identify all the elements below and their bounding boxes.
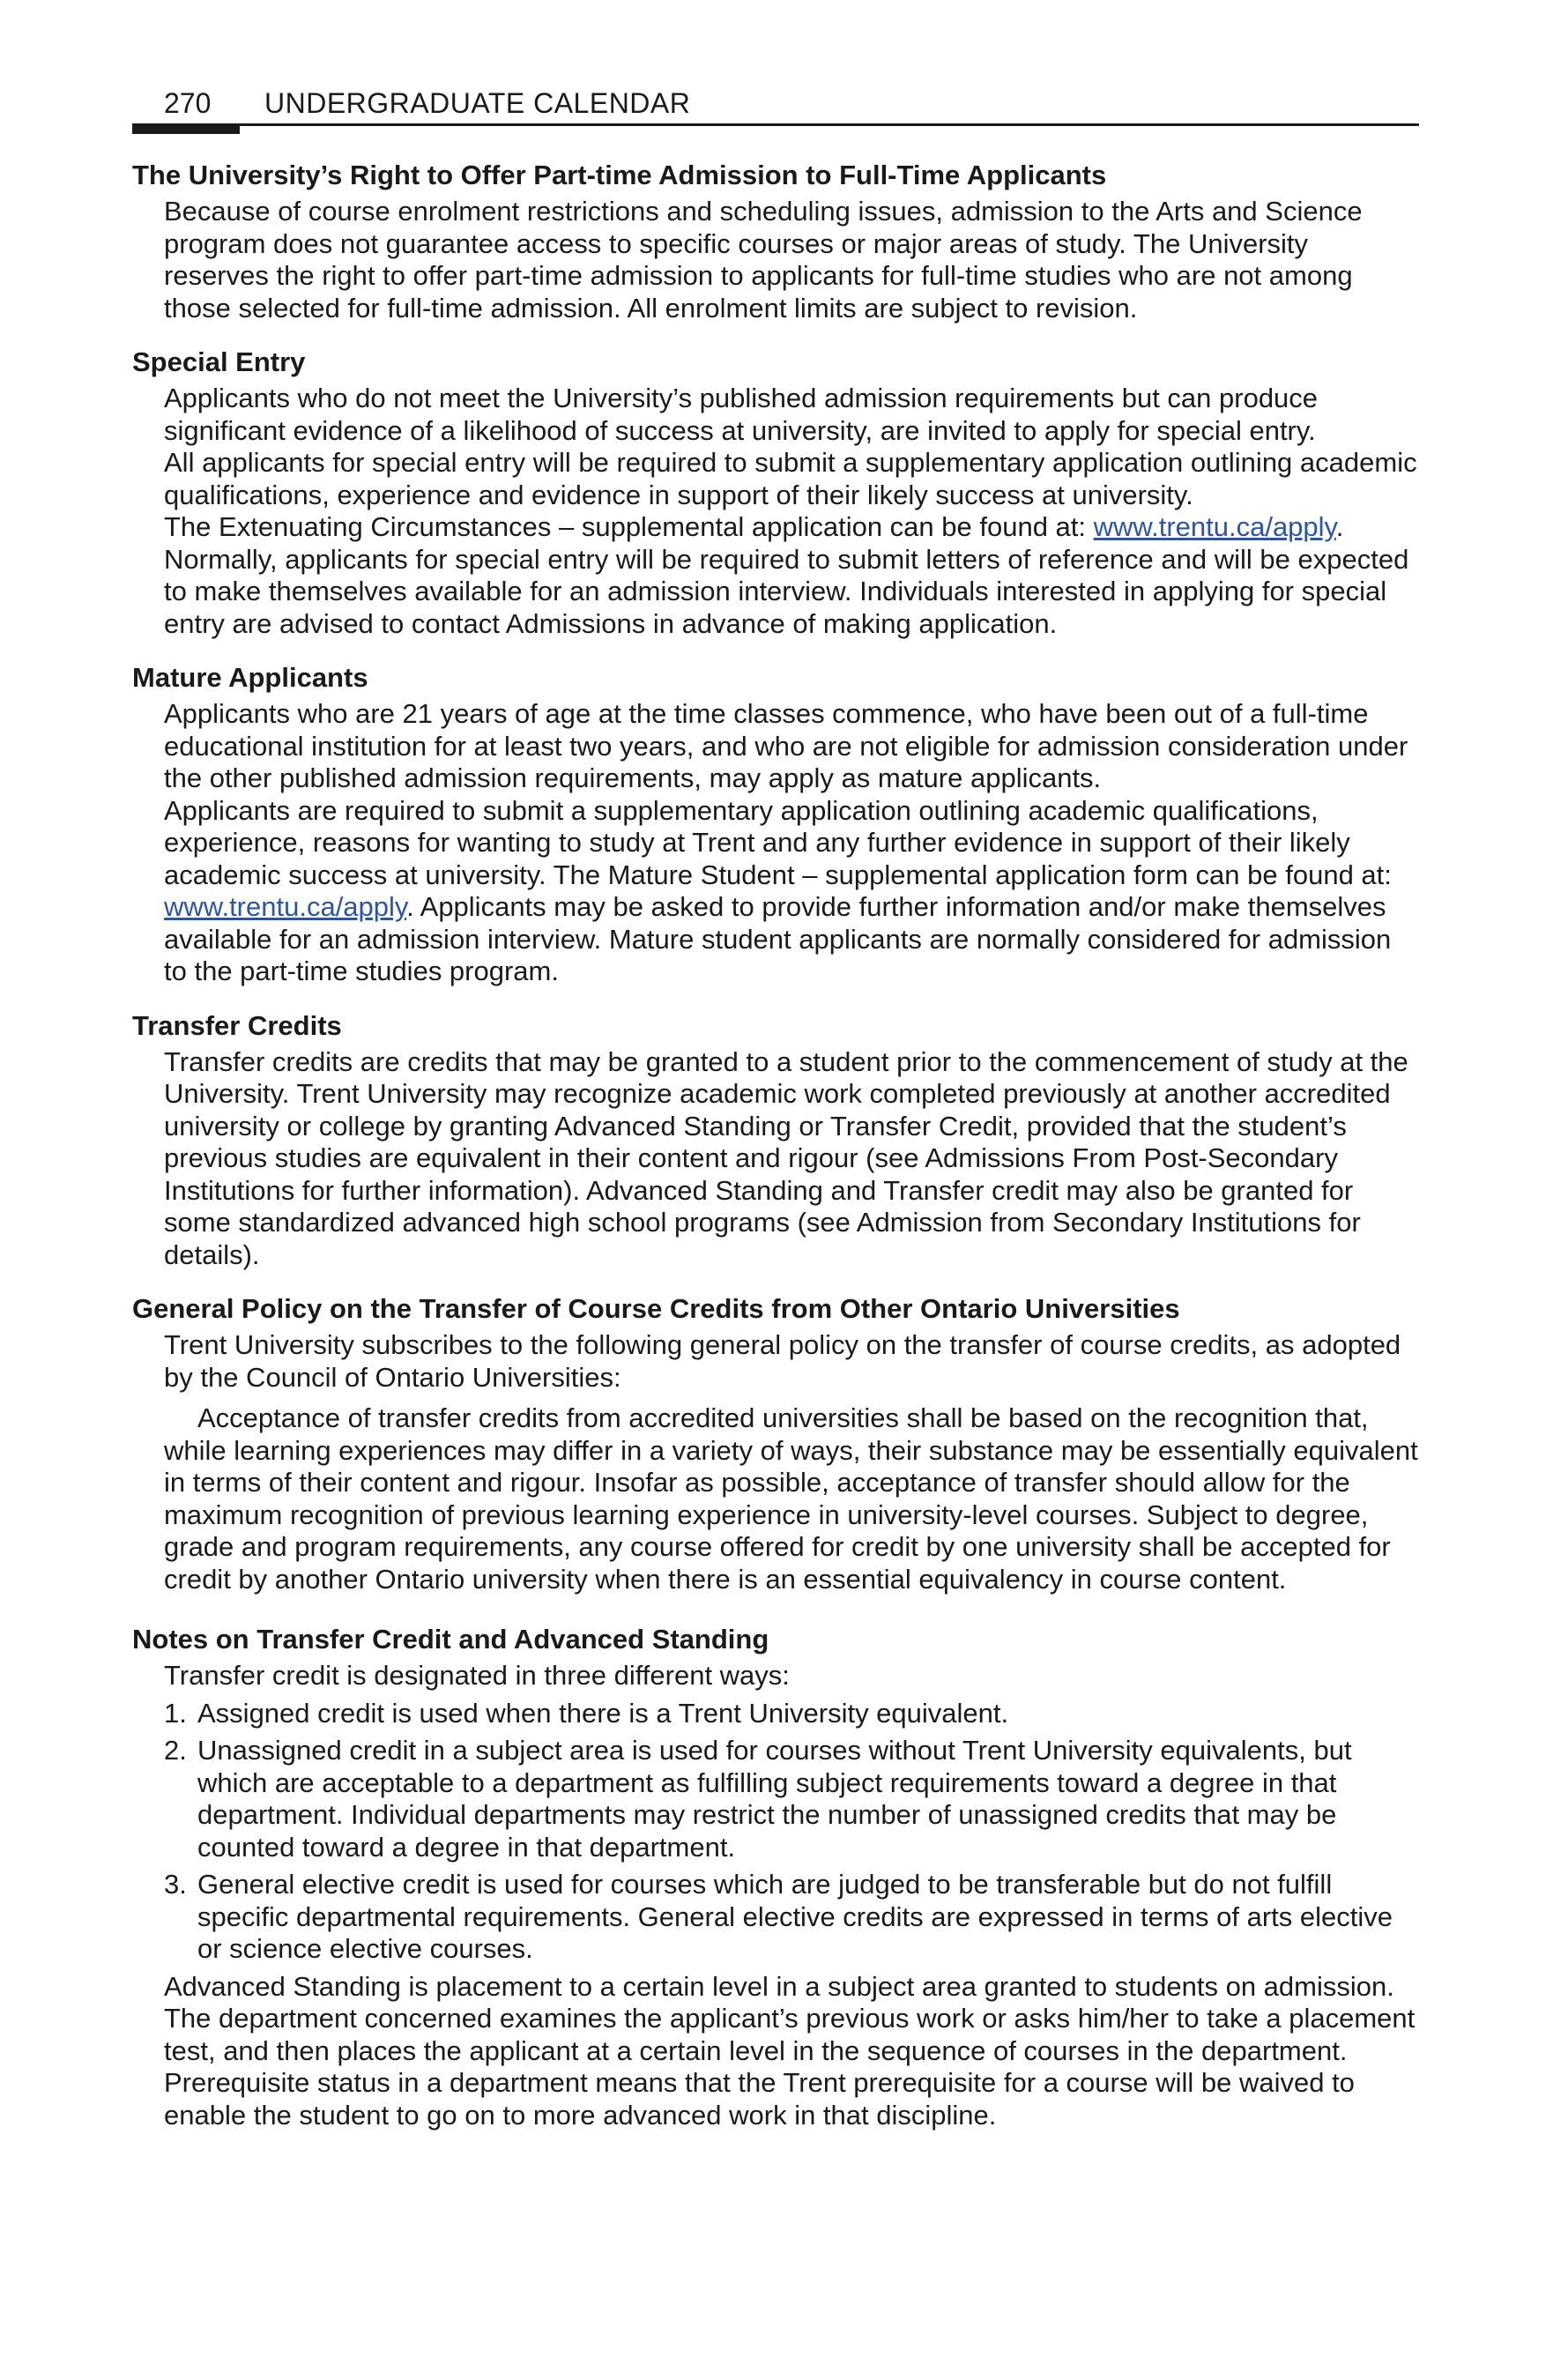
paragraph: Trent University subscribes to the following general policy on the transfer of course credits, as adopted by the Council of Ontario Universities: xyxy=(164,1329,1401,1393)
section-body xyxy=(164,383,1419,640)
section-heading: Transfer Credits xyxy=(132,1009,342,1041)
section-general-policy xyxy=(132,1292,1419,1595)
section-body xyxy=(164,1660,1419,1692)
section-heading: General Policy on the Transfer of Course Credits from Other Ontario Universities xyxy=(132,1293,1180,1324)
list-text: Assigned credit is used when there is a Trent University equivalent. xyxy=(197,1697,1009,1729)
section-heading: The University’s Right to Offer Part-time Admission to Full-Time Applicants xyxy=(132,160,1107,190)
paragraph: Advanced Standing is placement to a certain level in a subject area granted to students on admission. The department concerned examines the applicant’s previous work or asks him/her to take a placement test, and then places the applicant at a certain level in the sequence of courses in the department. Prerequisite status in a department means that the Trent prerequisite for a course will be waived to enable the student to go on to more advanced work in that discipline. xyxy=(164,1970,1416,2131)
section-right-to-offer xyxy=(132,159,1419,324)
section-heading: Notes on Transfer Credit and Advanced Standing xyxy=(132,1624,769,1655)
section-heading: Mature Applicants xyxy=(132,662,368,693)
section-notes xyxy=(132,1623,1419,2131)
list-number: 2. xyxy=(164,1735,187,1766)
section-body xyxy=(164,698,1419,988)
header-accent-bar xyxy=(132,123,240,134)
paragraph-text: . Applicants may be asked to provide further information and/or make themselves available for an admission interview. Mature student applicants are normally considered for admission to the part-time studies program. xyxy=(164,891,1392,986)
list-text: General elective credit is used for courses which are judged to be transferable but do not fulfill specific departmental requirements. General elective credits are expressed in terms of arts elective or science elective courses. xyxy=(197,1869,1393,1964)
paragraph xyxy=(164,511,1419,544)
paragraph: Applicants who are 21 years of age at the time classes commence, who have been out of a full-time educational institution for at least two years, and who are not eligible for admission consideration under the other published admission requirements, may apply as mature applicants. xyxy=(164,698,1408,793)
list-item xyxy=(164,1869,1419,1966)
policy-quote: Acceptance of transfer credits from accredited universities shall be based on the recognition that, while learning experiences may differ in a variety of ways, their substance may be essentially equivalent in terms of their content and rigour. Insofar as possible, acceptance of transfer should allow for the maximum recognition of previous learning experience in university-level courses. Subject to degree, grade and program requirements, any course offered for credit by one university shall be accepted for credit by another Ontario university when there is an essential equivalency in course content. xyxy=(164,1402,1418,1595)
list-text: Unassigned credit in a subject area is used for courses without Trent University equivalents, but which are acceptable to a department as fulfilling subject requirements toward a degree in that department. Individual departments may restrict the number of unassigned credits that may be counted toward a degree in that department. xyxy=(197,1735,1352,1863)
paragraph: Because of course enrolment restrictions and scheduling issues, admission to the Arts and Science program does not guarantee access to specific courses or major areas of study. The University reserves the right to offer part-time admission to applicants for full-time studies who are not among those selected for full-time admission. All enrolment limits are subject to revision. xyxy=(164,196,1363,324)
section-body xyxy=(164,1046,1419,1272)
apply-link[interactable]: www.trentu.ca/apply xyxy=(1093,511,1336,542)
paragraph: Normally, applicants for special entry will be required to submit letters of reference and will be expected to make themselves available for an admission interview. Individuals interested in applying for special entry are advised to contact Admissions in advance of making application. xyxy=(164,543,1409,639)
section-body xyxy=(164,1329,1419,1394)
page-header xyxy=(132,86,1419,126)
paragraph-text: The Extenuating Circumstances – supplemental application can be found at: xyxy=(164,511,1094,542)
section-body xyxy=(164,196,1419,324)
apply-link[interactable]: www.trentu.ca/apply xyxy=(164,891,407,922)
page-content xyxy=(132,159,1419,2159)
paragraph xyxy=(164,795,1419,988)
section-transfer-credits xyxy=(132,1009,1419,1272)
section-special-entry xyxy=(132,346,1419,640)
paragraph: Applicants who do not meet the University’s published admission requirements but can produce significant evidence of a likelihood of success at university, are invited to apply for special entry. xyxy=(164,383,1319,446)
list-number: 3. xyxy=(164,1869,187,1900)
section-heading: Special Entry xyxy=(132,346,306,377)
running-title: UNDERGRADUATE CALENDAR xyxy=(264,87,691,119)
credit-types-list xyxy=(164,1698,1419,1966)
list-item xyxy=(164,1735,1419,1863)
section-mature-applicants xyxy=(132,661,1419,988)
paragraph-text: . xyxy=(1335,511,1344,542)
list-item xyxy=(164,1698,1419,1730)
paragraph: All applicants for special entry will be required to submit a supplementary application outlining academic qualifications, experience and evidence in support of their likely success at university. xyxy=(164,447,1417,510)
paragraph: Transfer credits are credits that may be granted to a student prior to the commencement of study at the University. Trent University may recognize academic work completed previously at another accredited university or college by granting Advanced Standing or Transfer Credit, provided that the student’s previous studies are equivalent in their content and rigour (see Admissions From Post-Secondary Institutions for further information). Advanced Standing and Transfer credit may also be granted for some standardized advanced high school programs (see Admission from Secondary Institutions for details). xyxy=(164,1045,1408,1270)
paragraph-text: Applicants are required to submit a supplementary application outlining academic qualifications, experience, reasons for wanting to study at Trent and any further evidence in support of their likely academic success at university. The Mature Student – supplemental application form can be found at: xyxy=(164,794,1392,890)
paragraph: Transfer credit is designated in three different ways: xyxy=(164,1660,790,1691)
page-number: 270 xyxy=(164,87,212,119)
list-number: 1. xyxy=(164,1697,187,1729)
